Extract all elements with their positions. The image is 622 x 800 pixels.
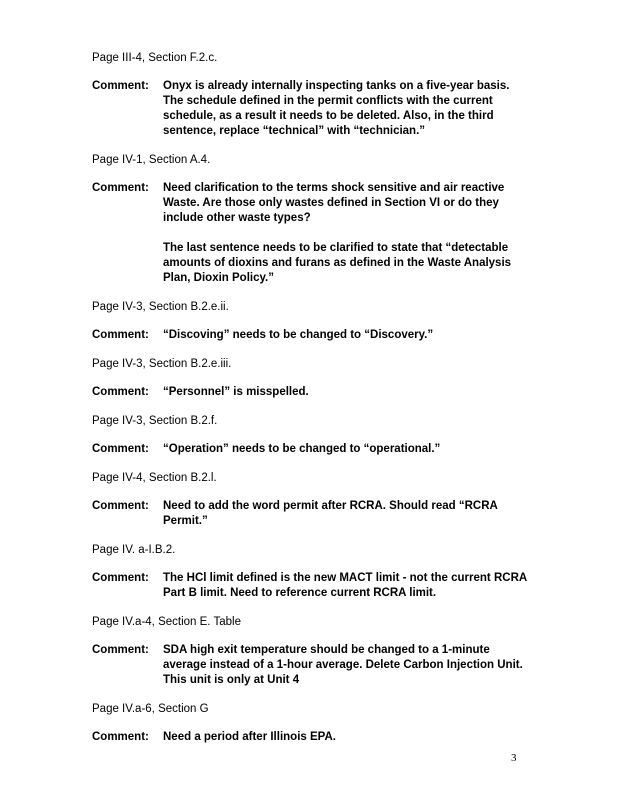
comment-text <box>163 571 532 601</box>
section-reference: Page IV-3, Section B.2.f. <box>92 415 218 427</box>
comment-text <box>163 442 532 457</box>
comment-text <box>163 499 532 529</box>
comment-label: Comment: <box>92 182 149 194</box>
comment-paragraph: The last sentence needs to be clarified to state that “detectable amounts of dioxins and furans as defined in the Waste Analysis Plan, Dioxin Policy.” <box>163 242 512 284</box>
comment-entry <box>92 571 532 601</box>
comment-paragraph: Need clarification to the terms shock sensitive and air reactive Waste. Are those only wastes defined in Section VI or do they include other waste types? <box>163 182 505 224</box>
comment-entry <box>92 643 532 688</box>
section-reference: Page IV. a-I.B.2. <box>92 544 176 556</box>
comment-paragraph: “Personnel” is misspelled. <box>163 386 309 398</box>
comment-paragraph: Need a period after Illinois EPA. <box>163 731 336 743</box>
comment-label: Comment: <box>92 500 149 512</box>
page-number: 3 <box>511 752 517 764</box>
comment-entry <box>92 730 532 745</box>
comment-paragraph: Onyx is already internally inspecting tanks on a five-year basis. The schedule defined in the permit conflicts with the current schedule, as a result it needs to be deleted. Also, in the third sentence, replace “technical” with “technician.” <box>163 80 510 137</box>
comment-text <box>163 643 532 688</box>
comment-text <box>163 79 532 139</box>
comment-paragraph: “Discoving” needs to be changed to “Discovery.” <box>163 329 434 341</box>
comment-paragraph: Need to add the word permit after RCRA. Should read “RCRA Permit.” <box>163 500 498 527</box>
section-reference: Page IV-1, Section A.4. <box>92 154 211 166</box>
comment-text <box>163 181 532 286</box>
comment-entry <box>92 79 532 139</box>
section-reference: Page III-4, Section F.2.c. <box>92 52 218 64</box>
comment-entry <box>92 442 532 457</box>
comment-text <box>163 385 532 400</box>
section-reference: Page IV-4, Section B.2.l. <box>92 472 217 484</box>
comment-paragraph: The HCl limit defined is the new MACT limit - not the current RCRA Part B limit. Need to reference current RCRA limit. <box>163 572 527 599</box>
comment-label: Comment: <box>92 572 149 584</box>
section-reference: Page IV-3, Section B.2.e.ii. <box>92 301 229 313</box>
comment-paragraph: SDA high exit temperature should be changed to a 1-minute average instead of a 1-hour average. Delete Carbon Injection Unit. This unit is only at Unit 4 <box>163 644 523 686</box>
comment-entry <box>92 385 532 400</box>
section-reference: Page IV-3, Section B.2.e.iii. <box>92 358 232 370</box>
comment-paragraph: “Operation” needs to be changed to “operational.” <box>163 443 441 455</box>
comment-label: Comment: <box>92 731 149 743</box>
section-reference: Page IV.a-6, Section G <box>92 703 209 715</box>
comment-entry <box>92 328 532 343</box>
comment-entry <box>92 499 532 529</box>
comment-label: Comment: <box>92 644 149 656</box>
document-page <box>92 51 532 745</box>
comment-text <box>163 730 532 745</box>
comment-label: Comment: <box>92 80 149 92</box>
comment-label: Comment: <box>92 443 149 455</box>
comment-entry <box>92 181 532 286</box>
comment-text <box>163 328 532 343</box>
comment-label: Comment: <box>92 386 149 398</box>
comment-label: Comment: <box>92 329 149 341</box>
section-reference: Page IV.a-4, Section E. Table <box>92 616 241 628</box>
